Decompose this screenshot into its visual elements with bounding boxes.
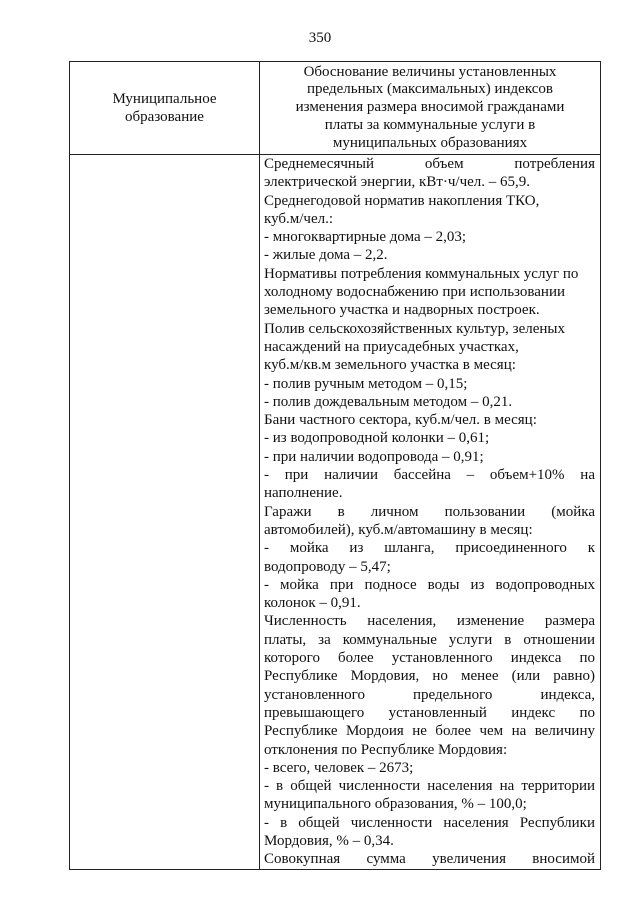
- table-header-row: [70, 62, 601, 155]
- text-line: - при наличии водопровода – 0,91;: [264, 448, 484, 465]
- header-left-line: Муниципальное: [112, 91, 217, 107]
- table-row: [70, 155, 601, 870]
- text-line: которого более установленного индекса по: [264, 650, 595, 667]
- text-line: земельного участка и надворных построек.: [264, 302, 540, 319]
- text-line: - при наличии бассейна – объем+10% на: [264, 467, 595, 484]
- municipality-cell: [70, 155, 260, 870]
- text-line: - полив ручным методом – 0,15;: [264, 375, 468, 392]
- text-line: Совокупная сумма увеличения вносимой: [264, 851, 595, 868]
- text-line: отклонения по Республике Мордовия:: [264, 741, 508, 758]
- text-line: - в общей численности населения Республики: [264, 814, 595, 831]
- text-line: - всего, человек – 2673;: [264, 759, 414, 776]
- text-line: - из водопроводной колонки – 0,61;: [264, 430, 490, 447]
- justification-cell: [260, 155, 601, 870]
- text-line: насаждений на приусадебных участках,: [264, 338, 519, 355]
- text-line: наполнение.: [264, 485, 343, 502]
- text-line: Бани частного сектора, куб.м/чел. в месяц:: [264, 412, 537, 429]
- text-line: - полив дождевальным методом – 0,21.: [264, 393, 513, 410]
- text-line: платы, за коммунальные услуги в отношении: [264, 631, 595, 648]
- header-municipality: [70, 62, 260, 155]
- header-right-line: платы за коммунальные услуги в: [324, 116, 536, 133]
- text-line: Мордовия, % – 0,34.: [264, 832, 394, 849]
- text-line: - мойка при подносе воды из водопроводных: [264, 576, 595, 593]
- text-line: - в общей численности населения на территории: [264, 778, 595, 795]
- text-line: Численность населения, изменение размера: [264, 613, 595, 630]
- text-line: колонок – 0,91.: [264, 595, 361, 612]
- index-justification-table: [69, 61, 601, 870]
- text-line: Республике Мордоия не более чем на величину: [264, 723, 595, 740]
- text-line: Среднегодовой норматив накопления ТКО,: [264, 192, 540, 209]
- text-line: муниципального образования, % – 100,0;: [264, 796, 527, 813]
- text-line: - жилые дома – 2,2.: [264, 247, 388, 264]
- text-line: автомобилей), куб.м/автомашину в месяц:: [264, 521, 533, 538]
- header-right-line: Обоснование величины установленных: [303, 63, 557, 80]
- header-right-line: муниципальных образованиях: [332, 134, 528, 151]
- text-line: Республике Мордовия, но менее (или равно): [264, 668, 595, 685]
- text-line: Полив сельскохозяйственных культур, зеленых: [264, 320, 566, 337]
- text-line: куб.м/чел.:: [264, 210, 334, 227]
- text-line: Гаражи в личном пользовании (мойка: [264, 503, 595, 520]
- header-right-line: предельных (максимальных) индексов: [307, 81, 553, 98]
- text-line: электрической энергии, кВт·ч/чел. – 65,9.: [264, 174, 531, 191]
- header-right-line: изменения размера вносимой гражданами: [295, 99, 565, 116]
- header-justification: [260, 62, 601, 155]
- page-number: 350: [308, 30, 332, 46]
- text-line: установленного предельного индекса,: [264, 686, 595, 703]
- text-line: превышающего установленный индекс по: [264, 704, 595, 721]
- text-line: холодному водоснабжению при использовании: [264, 284, 565, 301]
- text-line: Нормативы потребления коммунальных услуг по: [264, 265, 579, 282]
- text-line: - мойка из шланга, присоединенного к: [264, 540, 595, 557]
- text-line: - многоквартирные дома – 2,03;: [264, 229, 467, 246]
- justification-text: [260, 155, 600, 869]
- text-line: куб.м/кв.м земельного участка в месяц:: [264, 357, 516, 374]
- text-line: водопроводу – 5,47;: [264, 558, 391, 575]
- text-line: Среднемесячный объем потребления: [264, 156, 595, 172]
- header-left-line: образование: [125, 109, 204, 125]
